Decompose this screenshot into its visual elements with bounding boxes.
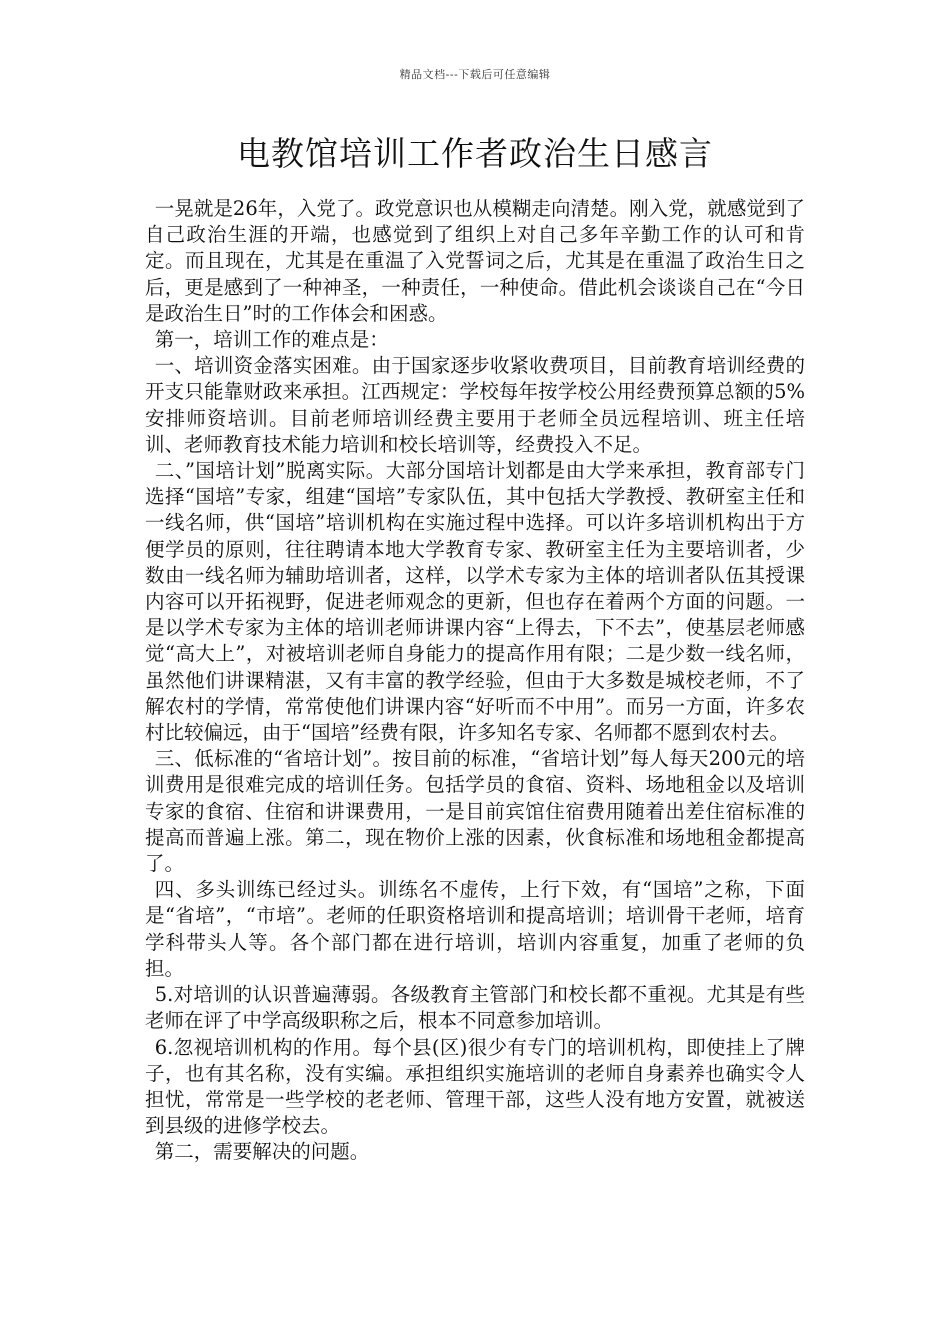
document-body: [145, 196, 805, 1166]
paragraph-section-two-heading: 第二，需要解决的问题。: [154, 1140, 370, 1164]
paragraph-point-4: 四、多头训练已经过头。训练名不虚传，上行下效，有“国培”之称，下面是“省培”，“市培”。老师的任职资格培训和提高培训；培训骨干老师，培育学科带头人等。各个部门都在进行培训，培训内容重复，加重了老师的负担。: [145, 878, 805, 980]
paragraph-point-2: 二、”国培计划”脱离实际。大部分国培计划都是由大学来承担，教育部专门选择“国培”专家，组建“国培”专家队伍，其中包括大学教授、教研室主任和一线名师，供“国培”培训机构在实施过程中选择。可以许多培训机构出于方便学员的原则，往往聘请本地大学教育专家、教研室主任为主要培训者，少数由一线名师为辅助培训者，这样，以学术专家为主体的培训者队伍其授课内容可以开拓视野，促进老师观念的更新，但也存在着两个方面的问题。一是以学术专家为主体的培训老师讲课内容“上得去，下不去”，使基层老师感觉“高大上”，对被培训老师自身能力的提高作用有限；二是少数一线名师，虽然他们讲课精湛，又有丰富的教学经验，但由于大多数是城校老师，不了解农村的学情，常常使他们讲课内容“好听而不中用”。而另一方面，许多农村比较偏远，由于“国培”经费有限，许多知名专家、名师都不愿到农村去。: [145, 459, 805, 745]
document-title: 电教馆培训工作者政治生日感言: [237, 134, 713, 173]
paragraph-point-5: 5.对培训的认识普遍薄弱。各级教育主管部门和校长都不重视。尤其是有些老师在评了中学高级职称之后，根本不同意参加培训。: [145, 983, 805, 1033]
paragraph-section-one-heading: 第一，培训工作的难点是：: [154, 328, 389, 352]
paragraph-point-1: 一、培训资金落实困难。由于国家逐步收紧收费项目，目前教育培训经费的开支只能靠财政来承担。江西规定：学校每年按学校公用经费预算总额的5%安排师资培训。目前老师培训经费主要用于老师全员远程培训、班主任培训、老师教育技术能力培训和校长培训等，经费投入不足。: [145, 354, 805, 456]
paragraph-point-3: 三、低标准的“省培计划”。按目前的标准，“省培计划”每人每天200元的培训费用是很难完成的培训任务。包括学员的食宿、资料、场地租金以及培训专家的食宿、住宿和讲课费用，一是目前宾馆住宿费用随着出差住宿标准的提高而普遍上涨。第二，现在物价上涨的因素，伙食标准和场地租金都提高了。: [145, 747, 805, 876]
paragraph-intro: 一晃就是26年，入党了。政党意识也从模糊走向清楚。刚入党，就感觉到了自己政治生涯的开端，也感觉到了组织上对自己多年辛勤工作的认可和肯定。而且现在，尤其是在重温了入党誓词之后，尤其是在重温了政治生日之后，更是感到了一种神圣，一种责任，一种使命。借此机会谈谈自己在“今日是政治生日”时的工作体会和困惑。: [145, 197, 805, 325]
paragraph-point-6: 6.忽视培训机构的作用。每个县(区)很少有专门的培训机构，即使挂上了牌子，也有其名称，没有实编。承担组织实施培训的老师自身素养也确实令人担忧，常常是一些学校的老老师、管理干部，这些人没有地方安置，就被送到县级的进修学校去。: [145, 1035, 805, 1138]
header-note: 精品文档---下载后可任意编辑: [399, 68, 551, 81]
